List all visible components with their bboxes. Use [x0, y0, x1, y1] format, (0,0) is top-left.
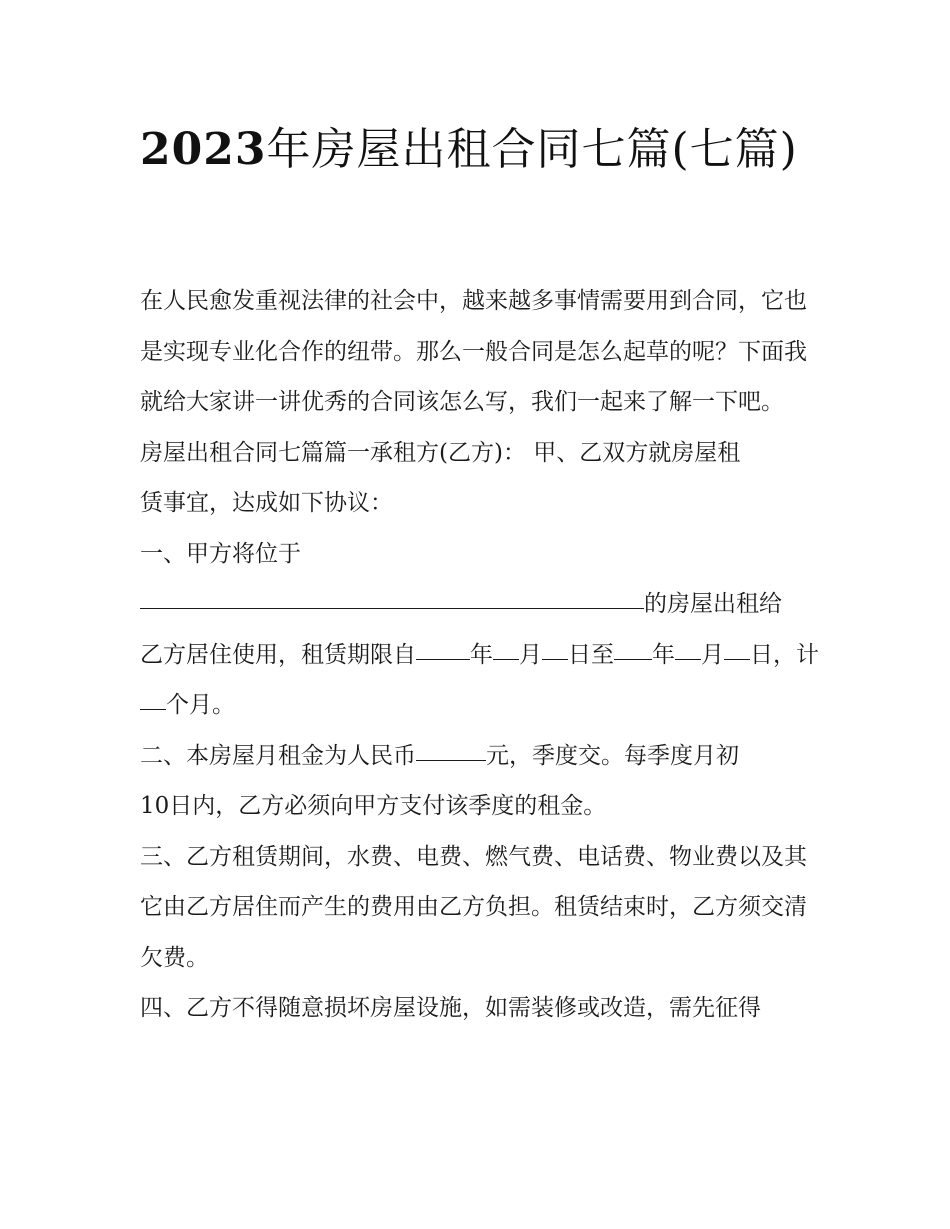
title-text: 年房屋出租合同七篇(七篇): [266, 124, 798, 175]
start-day-blank: [542, 636, 568, 660]
months-count-blank: [140, 686, 166, 710]
end-year-label: 年: [652, 641, 675, 668]
start-year-blank: [416, 636, 470, 660]
document-title: [140, 112, 820, 188]
clause-1-start: 一、甲方将位于: [140, 540, 301, 567]
clause-1-after-address: 的房屋出租给: [644, 591, 782, 617]
intro-paragraph: 在人民愈发重视法律的社会中，越来越多事情需要用到合同，它也是实现专业化合作的纽带。那么一般合同是怎么起草的呢？下面我就给大家讲一讲优秀的合同该怎么写，我们一起来了解一下吧。: [140, 288, 807, 415]
end-day-label: 日，计: [750, 641, 819, 668]
title-year: 2023: [140, 124, 267, 175]
start-month-blank: [493, 636, 519, 660]
rent-payment-text: 元，季度交。每季度月初: [486, 742, 739, 769]
clause-1-address-line: [140, 579, 820, 630]
rent-label: 二、本房屋月租金为人民币: [140, 742, 416, 769]
clause-4-facilities: 四、乙方不得随意损坏房屋设施，如需装修或改造，需先征得: [140, 995, 761, 1021]
start-year-label: 年: [470, 641, 493, 668]
end-day-blank: [724, 636, 750, 660]
end-month-blank: [675, 636, 701, 660]
start-day-label: 日至: [568, 641, 614, 668]
clause-2-rent: [140, 731, 820, 782]
rent-amount-blank: [416, 737, 486, 761]
start-month-label: 月: [519, 641, 542, 668]
address-blank: [140, 585, 644, 609]
contract-agreement-line: 赁事宜，达成如下协议：: [140, 490, 393, 516]
contract-heading-line: 房屋出租合同七篇篇一承租方(乙方)： 甲、乙双方就房屋租: [140, 439, 741, 466]
months-count-label: 个月。: [166, 692, 235, 718]
lease-term-label: 乙方居住使用，租赁期限自: [140, 641, 416, 668]
clause-2-payment-deadline: 10日内，乙方必须向甲方支付该季度的租金。: [140, 793, 607, 819]
document-body: [140, 276, 820, 1034]
clause-1-lease-term: [140, 630, 820, 731]
end-year-blank: [614, 636, 652, 660]
clause-3-fees: 三、乙方租赁期间，水费、电费、燃气费、电话费、物业费以及其它由乙方居住而产生的费用由乙方负担。租赁结束时，乙方须交清欠费。: [140, 843, 807, 971]
end-month-label: 月: [701, 641, 724, 668]
